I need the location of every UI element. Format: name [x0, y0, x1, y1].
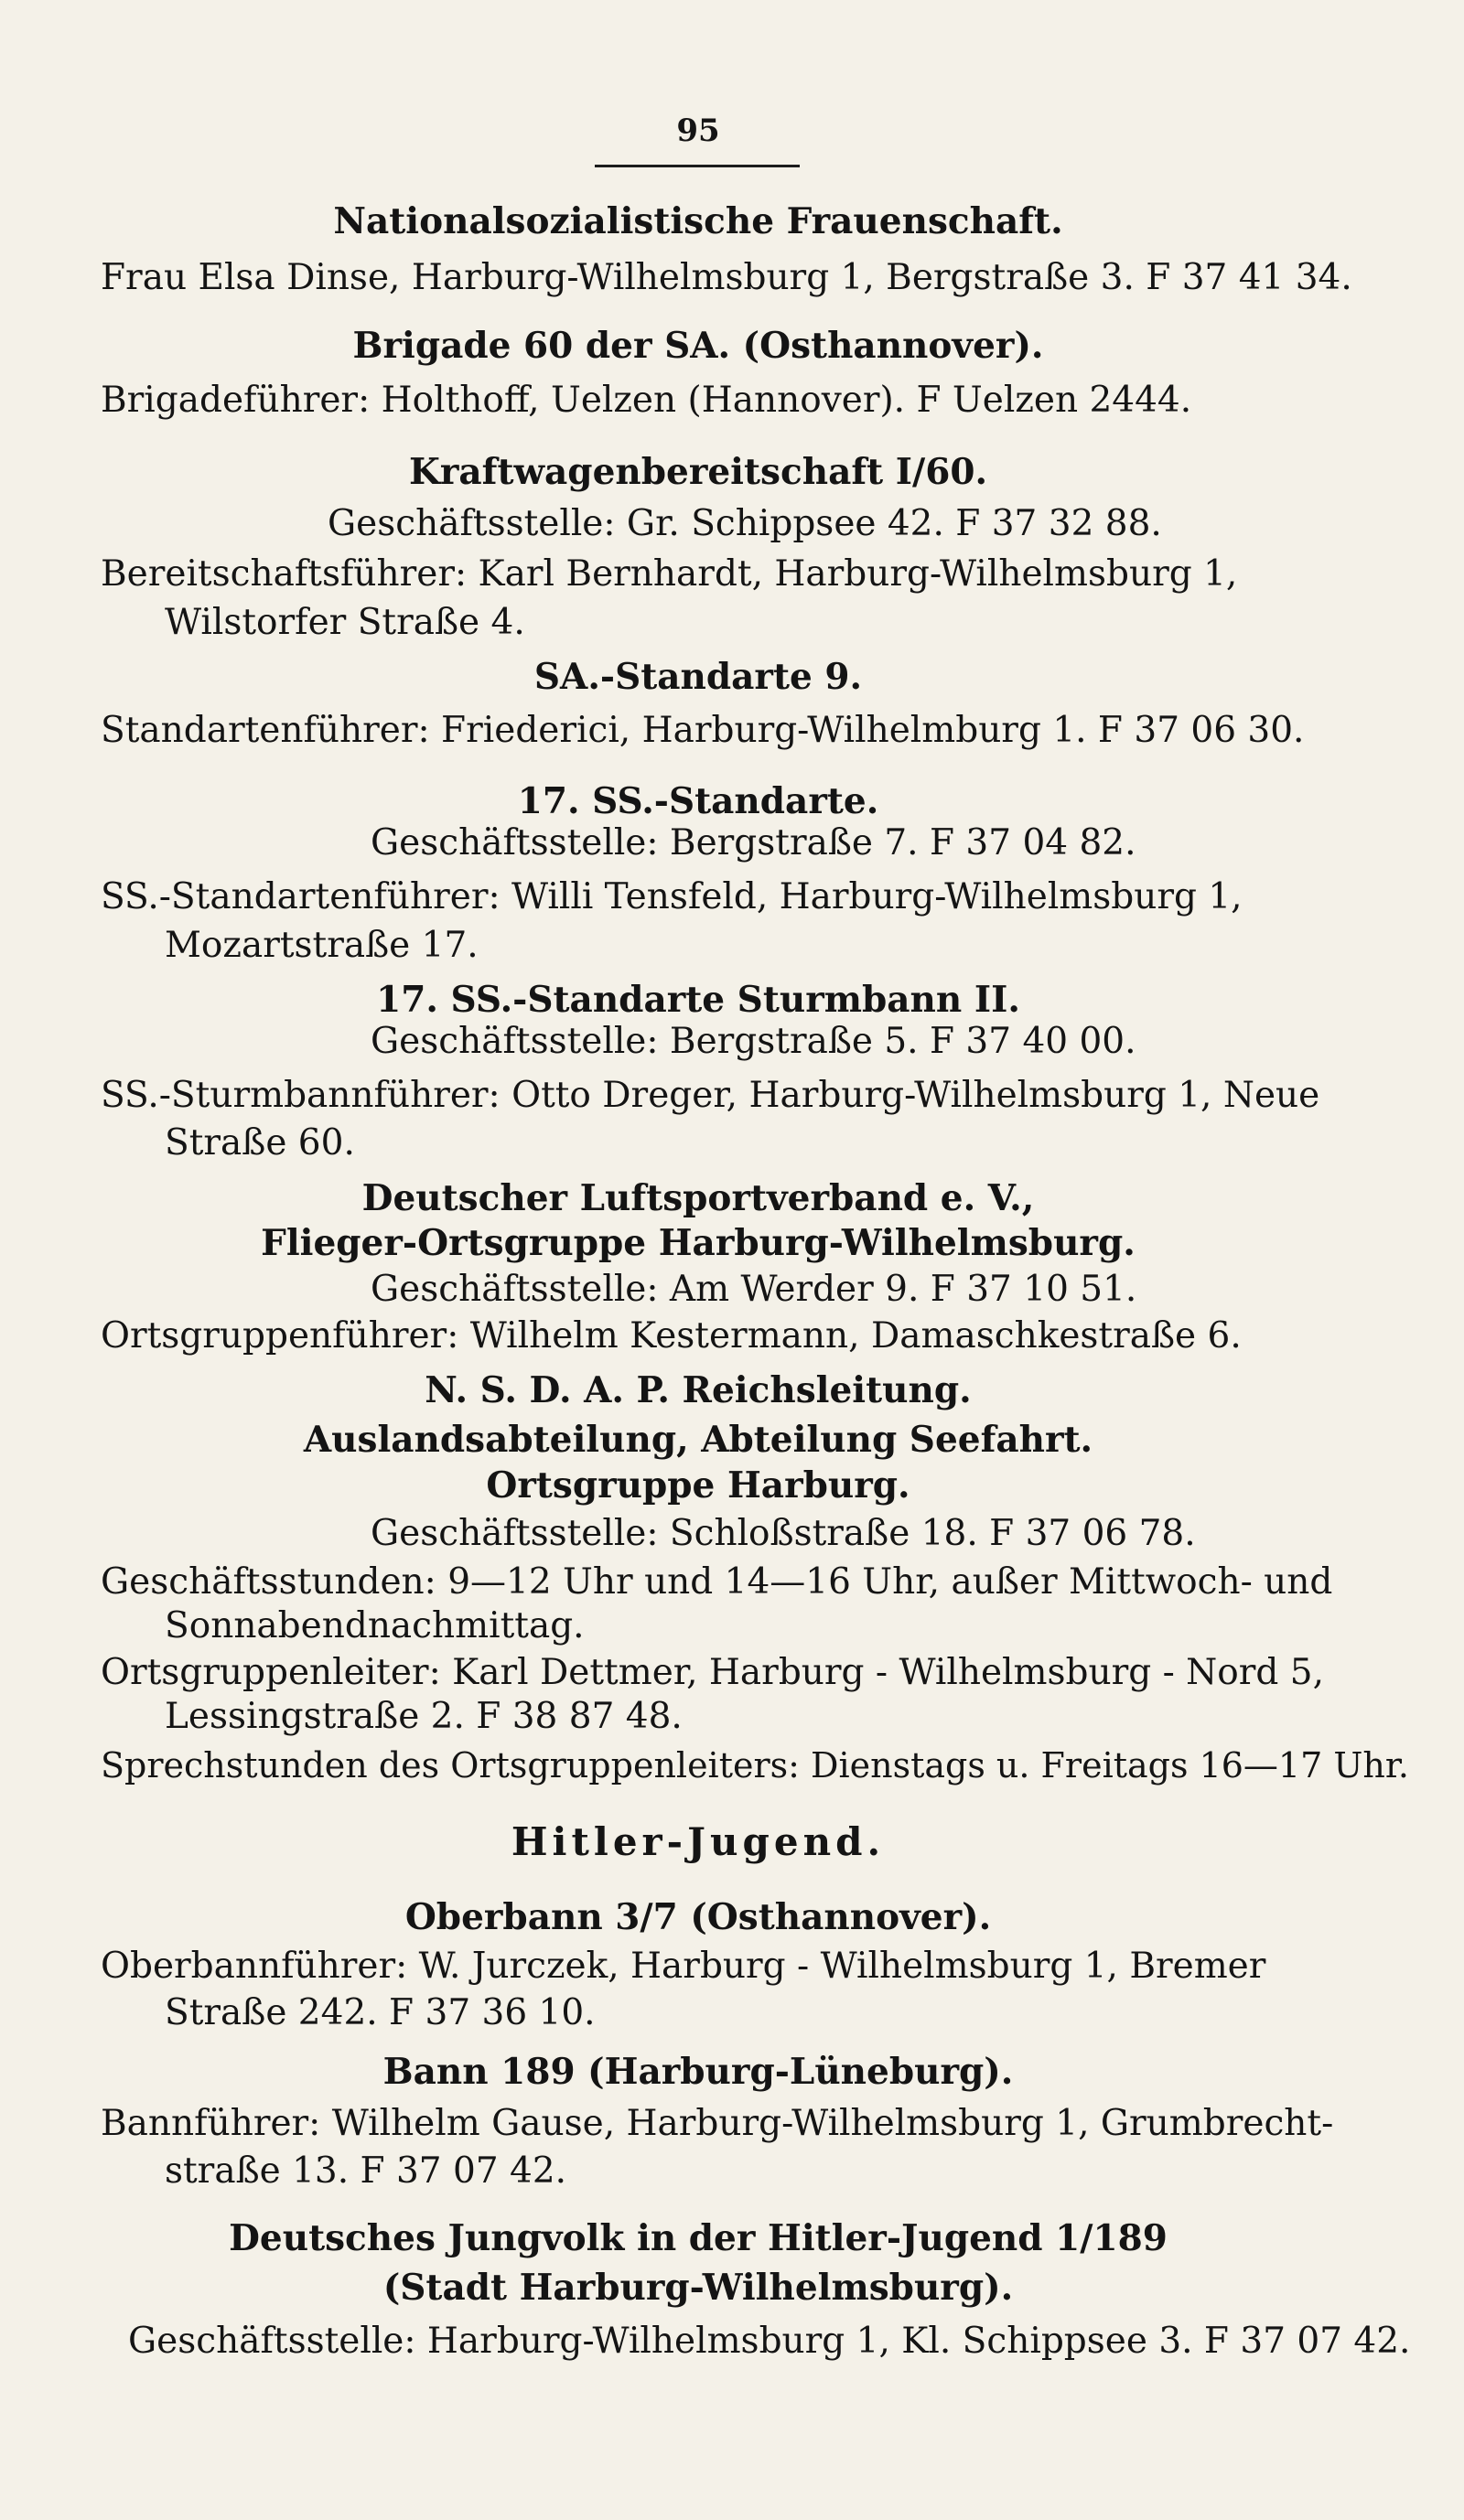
heading-oberbann: Oberbann 3/7 (Osthannover). — [404, 1896, 992, 1938]
text-line: Standartenführer: Friederici, Harburg-Wilhelmburg 1. F 37 06 30. — [101, 710, 1305, 751]
text-line: Geschäftsstelle: Schloßstraße 18. F 37 06 78. — [371, 1513, 1196, 1554]
heading-auslandsabteilung: Auslandsabteilung, Abteilung Seefahrt. — [303, 1419, 1093, 1461]
text-line: Geschäftsstunden: 9—12 Uhr und 14—16 Uhr, außer Mittwoch- und — [101, 1561, 1333, 1603]
page-number: 95 — [676, 113, 720, 149]
heading-sturmbann: 17. SS.-Standarte Sturmbann II. — [376, 979, 1020, 1021]
text-line: Straße 242. F 37 36 10. — [165, 1992, 596, 2033]
page-number-rule — [595, 165, 800, 167]
text-line: Sonnabendnachmittag. — [165, 1605, 585, 1646]
heading-luftsport: Deutscher Luftsportverband e. V., — [361, 1177, 1035, 1219]
heading-frauenschaft: Nationalsozialistische Frauenschaft. — [333, 200, 1063, 242]
text-line: Oberbannführer: W. Jurczek, Harburg - Wilhelmsburg 1, Bremer — [101, 1946, 1266, 1987]
heading-sa-standarte: SA.-Standarte 9. — [533, 656, 863, 698]
title-hitler-jugend: Hitler-Jugend. — [511, 1819, 886, 1864]
heading-kraftwagen: Kraftwagenbereitschaft I/60. — [408, 451, 988, 493]
heading-bann: Bann 189 (Harburg-Lüneburg). — [382, 2051, 1014, 2093]
text-line: SS.-Standartenführer: Willi Tensfeld, Harburg-Wilhelmsburg 1, — [101, 876, 1243, 917]
heading-nsdap: N. S. D. A. P. Reichsleitung. — [425, 1369, 972, 1411]
text-line: Frau Elsa Dinse, Harburg-Wilhelmsburg 1, Bergstraße 3. F 37 41 34. — [101, 257, 1352, 298]
text-line: Geschäftsstelle: Am Werder 9. F 37 10 51. — [371, 1269, 1137, 1310]
text-line: Ortsgruppenführer: Wilhelm Kestermann, Damaschkestraße 6. — [101, 1315, 1242, 1357]
heading-ss-standarte: 17. SS.-Standarte. — [517, 780, 879, 822]
text-line: Wilstorfer Straße 4. — [165, 602, 525, 643]
heading-brigade: Brigade 60 der SA. (Osthannover). — [352, 325, 1044, 367]
text-line: Geschäftsstelle: Harburg-Wilhelmsburg 1, Kl. Schippsee 3. F 37 07 42. — [128, 2321, 1411, 2362]
text-line: Mozartstraße 17. — [165, 925, 479, 966]
text-line: Bannführer: Wilhelm Gause, Harburg-Wilhelmsburg 1, Grumbrecht- — [101, 2103, 1334, 2144]
text-line: Sprechstunden des Ortsgruppenleiters: Dienstags u. Freitags 16—17 Uhr. — [101, 1745, 1409, 1785]
text-line: Lessingstraße 2. F 38 87 48. — [165, 1696, 683, 1737]
text-line: Bereitschaftsführer: Karl Bernhardt, Harburg-Wilhelmsburg 1, — [101, 553, 1238, 595]
text-line: Geschäftsstelle: Gr. Schippsee 42. F 37 32 88. — [328, 503, 1162, 544]
text-line: Geschäftsstelle: Bergstraße 5. F 37 40 00. — [371, 1021, 1136, 1062]
text-line: straße 13. F 37 07 42. — [165, 2150, 567, 2192]
heading-jungvolk: Deutsches Jungvolk in der Hitler-Jugend 1/189 — [229, 2217, 1168, 2259]
text-line: Ortsgruppenleiter: Karl Dettmer, Harburg - Wilhelmsburg - Nord 5, — [101, 1652, 1324, 1693]
heading-ortsgruppe-harburg: Ortsgruppe Harburg. — [486, 1464, 910, 1507]
text-line: Brigadeführer: Holthoff, Uelzen (Hannover). F Uelzen 2444. — [101, 380, 1192, 421]
text-line: Geschäftsstelle: Bergstraße 7. F 37 04 82. — [371, 822, 1136, 863]
heading-flieger-ortsgruppe: Flieger-Ortsgruppe Harburg-Wilhelmsburg. — [261, 1222, 1136, 1264]
heading-stadt-harburg: (Stadt Harburg-Wilhelmsburg). — [382, 2267, 1014, 2309]
text-line: SS.-Sturmbannführer: Otto Dreger, Harburg-Wilhelmsburg 1, Neue — [101, 1075, 1320, 1116]
text-line: Straße 60. — [165, 1122, 355, 1163]
